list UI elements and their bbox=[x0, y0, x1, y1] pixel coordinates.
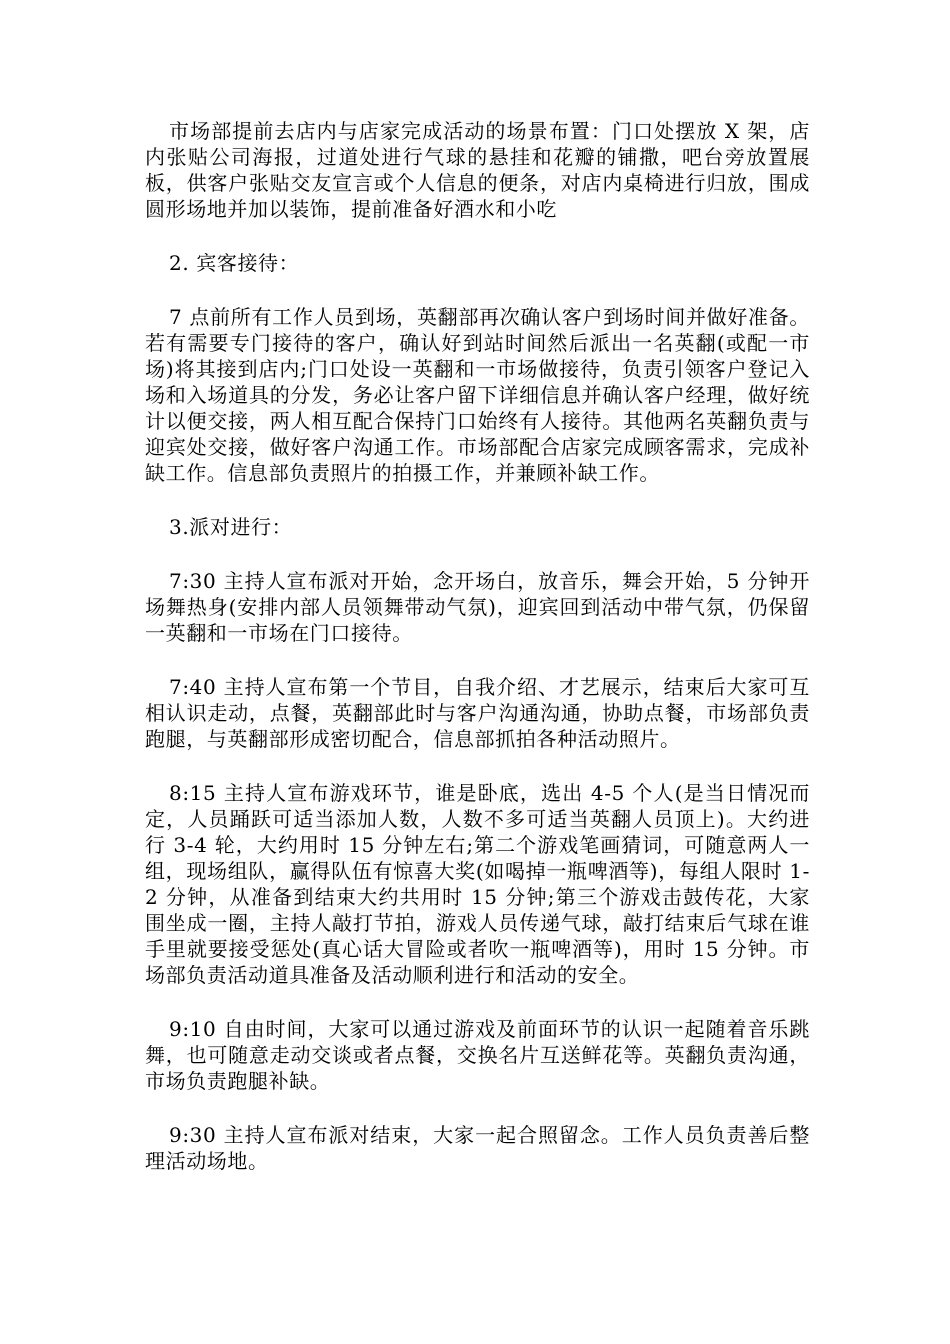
section-heading-guest-reception: 2. 宾客接待： bbox=[169, 251, 300, 275]
paragraph-venue-setup: 市场部提前去店内与店家完成活动的场景布置：门口处摆放 X 架，店内张贴公司海报，过道处进行气球的悬挂和花瓣的铺撒，吧台旁放置展板，供客户张贴交友宣言或个人信息的便条，对店内桌椅进行归放，围成圆形场地并加以装饰，提前准备好酒水和小吃 bbox=[145, 119, 810, 221]
section-heading-party-progress: 3.派对进行： bbox=[169, 515, 293, 539]
paragraph-party-end: 9:30 主持人宣布派对结束，大家一起合照留念。工作人员负责善后整理活动场地。 bbox=[145, 1123, 810, 1173]
document-page bbox=[145, 118, 810, 1202]
paragraph-party-start: 7:30 主持人宣布派对开始，念开场白，放音乐，舞会开始，5 分钟开场舞热身(安排内部人员领舞带动气氛)，迎宾回到活动中带气氛，仍保留一英翻和一市场在门口接待。 bbox=[145, 569, 810, 645]
paragraph-games: 8:15 主持人宣布游戏环节，谁是卧底，选出 4-5 个人(是当日情况而定，人员踊跃可适当添加人数，人数不多可适当英翻人员顶上)。大约进行 3-4 轮，大约用时 15 分钟左右;第二个游戏笔画猜词，可随意两人一组，现场组队，赢得队伍有惊喜大奖(如喝掉一瓶啤酒等)，每组人限时 1-2 分钟，从准备到结束大约共用时 15 分钟;第三个游戏击鼓传花，大家围坐成一圈，主持人敲打节拍，游戏人员传递气球，敲打结束后气球在谁手里就要接受惩处(真心话大冒险或者吹一瓶啤酒等)，用时 15 分钟。市场部负责活动道具准备及活动顺利进行和活动的安全。 bbox=[145, 781, 810, 987]
paragraph-guest-reception: 7 点前所有工作人员到场，英翻部再次确认客户到场时间并做好准备。若有需要专门接待的客户，确认好到站时间然后派出一名英翻(或配一市场)将其接到店内;门口处设一英翻和一市场做接待，负责引领客户登记入场和入场道具的分发，务必让客户留下详细信息并确认客户经理，做好统计以便交接，两人相互配合保持门口始终有人接待。其他两名英翻负责与迎宾处交接，做好客户沟通工作。市场部配合店家完成顾客需求，完成补缺工作。信息部负责照片的拍摄工作，并兼顾补缺工作。 bbox=[145, 305, 810, 485]
paragraph-free-time: 9:10 自由时间，大家可以通过游戏及前面环节的认识一起随着音乐跳舞，也可随意走动交谈或者点餐，交换名片互送鲜花等。英翻负责沟通，市场负责跑腿补缺。 bbox=[145, 1017, 810, 1093]
paragraph-first-program: 7:40 主持人宣布第一个节目，自我介绍、才艺展示，结束后大家可互相认识走动，点餐，英翻部此时与客户沟通沟通，协助点餐，市场部负责跑腿，与英翻部形成密切配合，信息部抓拍各种活动照片。 bbox=[145, 675, 810, 751]
